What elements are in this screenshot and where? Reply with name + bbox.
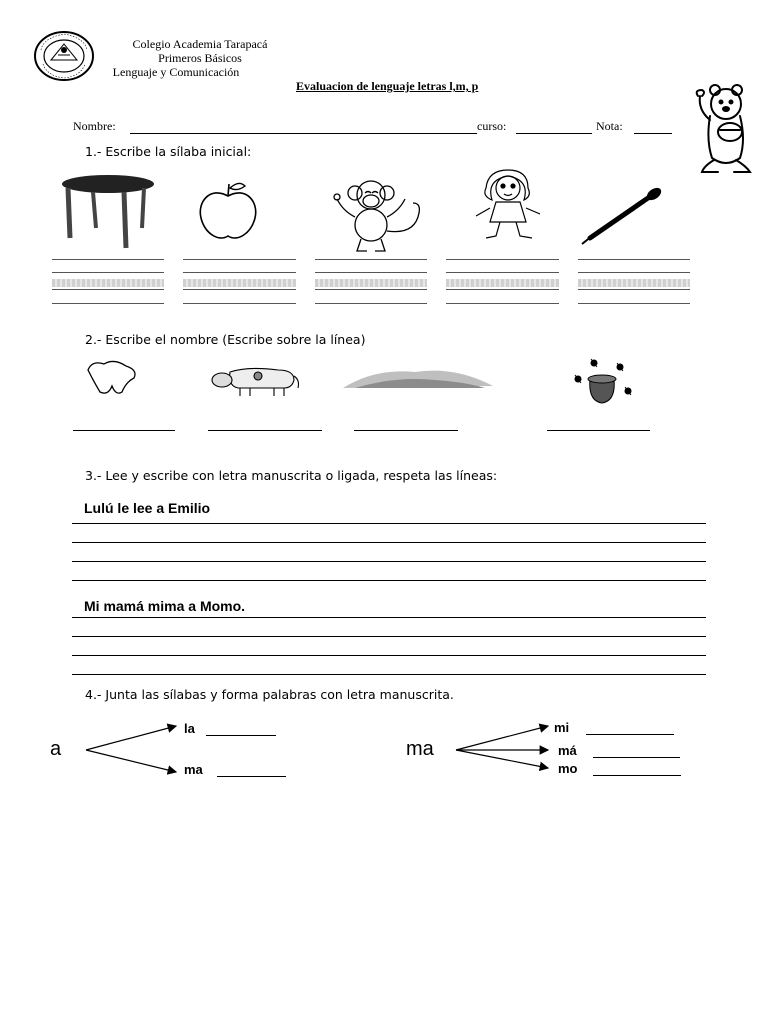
question-4-label: 4.- Junta las sílabas y forma palabras con letra manuscrita. bbox=[85, 687, 454, 702]
curso-label: curso: bbox=[477, 119, 507, 133]
q1-guide-line[interactable] bbox=[183, 289, 296, 290]
question-3-label: 3.- Lee y escribe con letra manuscrita o ligada, respeta las líneas: bbox=[85, 468, 498, 483]
q1-guide-line[interactable] bbox=[578, 289, 690, 290]
nombre-label: Nombre: bbox=[73, 119, 116, 133]
q1-guide-line[interactable] bbox=[578, 259, 690, 260]
q1-guide-line[interactable] bbox=[446, 289, 559, 290]
q1-guide-line[interactable] bbox=[315, 289, 427, 290]
answer-line-mo[interactable] bbox=[593, 775, 681, 776]
q1-guide-line[interactable] bbox=[52, 259, 164, 260]
q1-guide-line[interactable] bbox=[183, 303, 296, 304]
q3-writing-line-5[interactable] bbox=[72, 655, 706, 656]
q2-answer-line-3[interactable] bbox=[354, 430, 458, 431]
hills-picture bbox=[335, 360, 501, 394]
sentence-2-baseline bbox=[72, 617, 706, 618]
q1-shaded-band bbox=[446, 279, 559, 287]
sentence-2: Mi mamá mima a Momo. bbox=[84, 598, 246, 614]
apple-picture bbox=[195, 180, 261, 242]
curso-field[interactable] bbox=[516, 133, 592, 134]
cow-picture bbox=[208, 362, 302, 398]
q3-writing-line-4[interactable] bbox=[72, 636, 706, 637]
answer-line-la[interactable] bbox=[206, 735, 276, 736]
q1-guide-line[interactable] bbox=[315, 303, 427, 304]
question-1-label: 1.- Escribe la sílaba inicial: bbox=[85, 144, 252, 159]
q1-guide-line[interactable] bbox=[52, 303, 164, 304]
q1-guide-line[interactable] bbox=[578, 272, 690, 273]
q2-answer-line-1[interactable] bbox=[73, 430, 175, 431]
table-picture bbox=[58, 172, 158, 252]
q1-guide-line[interactable] bbox=[578, 303, 690, 304]
q1-shaded-band bbox=[315, 279, 427, 287]
q2-answer-line-4[interactable] bbox=[547, 430, 650, 431]
q1-guide-line[interactable] bbox=[52, 289, 164, 290]
right-arrows bbox=[452, 718, 552, 778]
q3-writing-line-1[interactable] bbox=[72, 542, 706, 543]
q1-guide-line[interactable] bbox=[315, 259, 427, 260]
q3-writing-line-6[interactable] bbox=[72, 674, 706, 675]
root-syllable-a: a bbox=[50, 738, 62, 760]
school-name: Colegio Academia Tarapacá bbox=[132, 37, 268, 51]
root-syllable-ma: ma bbox=[406, 738, 434, 760]
target-syllable-ma-accent: má bbox=[558, 743, 577, 758]
q2-answer-line-2[interactable] bbox=[208, 430, 322, 431]
q1-guide-line[interactable] bbox=[315, 272, 427, 273]
subject-label: Lenguaje y Comunicación bbox=[112, 65, 240, 79]
brush-picture bbox=[578, 186, 666, 246]
q1-guide-line[interactable] bbox=[446, 272, 559, 273]
q1-shaded-band bbox=[578, 279, 690, 287]
q1-shaded-band bbox=[52, 279, 164, 287]
monkey-picture bbox=[325, 175, 425, 253]
answer-line-ma[interactable] bbox=[217, 776, 286, 777]
q3-writing-line-3[interactable] bbox=[72, 580, 706, 581]
sentence-1-baseline bbox=[72, 523, 706, 524]
nota-field[interactable] bbox=[634, 133, 672, 134]
q1-guide-line[interactable] bbox=[446, 259, 559, 260]
q1-guide-line[interactable] bbox=[183, 259, 296, 260]
left-arrows bbox=[80, 718, 180, 778]
q1-shaded-band bbox=[183, 279, 296, 287]
tooth-picture bbox=[82, 358, 142, 398]
nota-label: Nota: bbox=[596, 119, 623, 133]
target-syllable-la: la bbox=[184, 721, 195, 736]
q1-guide-line[interactable] bbox=[446, 303, 559, 304]
target-syllable-mi: mi bbox=[554, 720, 570, 735]
q1-guide-line[interactable] bbox=[183, 272, 296, 273]
nombre-field[interactable] bbox=[130, 133, 477, 134]
page-title: Evaluacion de lenguaje letras l,m, p bbox=[296, 79, 479, 93]
q1-guide-line[interactable] bbox=[52, 272, 164, 273]
q3-writing-line-2[interactable] bbox=[72, 561, 706, 562]
answer-line-ma-accent[interactable] bbox=[593, 757, 680, 758]
grade-label: Primeros Básicos bbox=[158, 51, 242, 65]
target-syllable-ma: ma bbox=[184, 762, 203, 777]
doll-picture bbox=[466, 166, 550, 240]
sentence-1: Lulú le lee a Emilio bbox=[84, 500, 211, 516]
honey-pot-picture bbox=[566, 355, 638, 407]
answer-line-mi[interactable] bbox=[586, 734, 674, 735]
question-2-label: 2.- Escribe el nombre (Escribe sobre la línea) bbox=[85, 332, 366, 347]
bear-illustration bbox=[688, 80, 760, 180]
target-syllable-mo: mo bbox=[558, 761, 578, 776]
